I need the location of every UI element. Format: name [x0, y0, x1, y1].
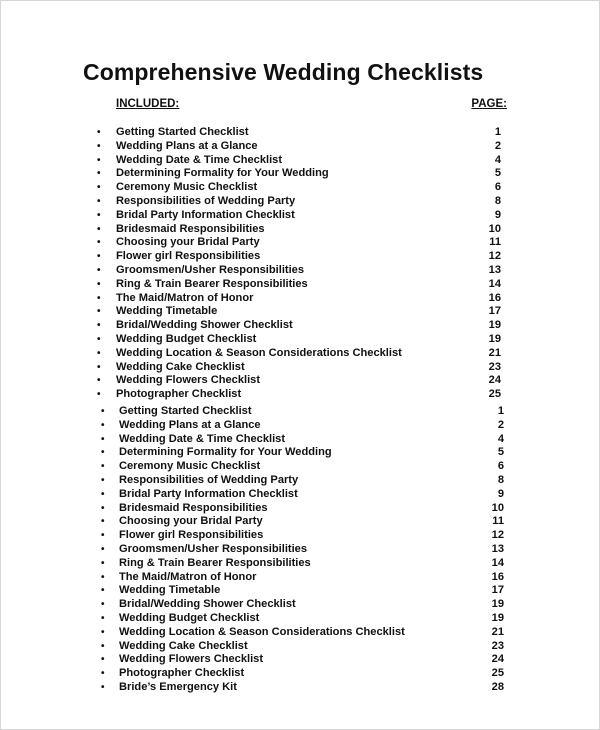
list-item	[1, 223, 600, 237]
list-item	[1, 319, 600, 333]
list-item	[1, 515, 600, 529]
list-item	[1, 626, 600, 640]
list-item	[1, 126, 600, 140]
checklist-title: Ring & Train Bearer Responsibilities	[119, 556, 311, 569]
checklist-title: Determining Formality for Your Wedding	[116, 167, 329, 180]
page-number: 11	[492, 515, 504, 528]
list-item	[1, 405, 600, 419]
list-item	[1, 388, 600, 402]
checklist-title: Choosing your Bridal Party	[119, 515, 263, 528]
checklist-title: Wedding Timetable	[119, 584, 221, 597]
bullet-icon: •	[101, 543, 105, 555]
checklist-title: Wedding Cake Checklist	[116, 360, 245, 373]
bullet-icon: •	[97, 168, 101, 180]
list-item	[1, 140, 600, 154]
page-number: 12	[491, 529, 504, 542]
list-item	[1, 460, 600, 474]
page-number: 12	[488, 250, 501, 263]
checklist-title: Groomsmen/Usher Responsibilities	[116, 263, 305, 276]
list-item	[1, 333, 600, 347]
bullet-icon: •	[97, 375, 101, 387]
list-item	[1, 529, 600, 543]
list-item	[1, 543, 600, 557]
checklist-title: Wedding Cake Checklist	[119, 639, 248, 652]
checklist-title: Wedding Location & Season Considerations Checklist	[116, 346, 402, 359]
list-item	[1, 584, 600, 598]
checklist-title: Bridesmaid Responsibilities	[116, 222, 265, 235]
list-item	[1, 612, 600, 626]
checklist-title: Ring & Train Bearer Responsibilities	[116, 277, 308, 290]
bullet-icon: •	[101, 474, 105, 486]
checklist-title: Wedding Location & Season Considerations Checklist	[119, 625, 405, 638]
list-item	[1, 278, 600, 292]
bullet-icon: •	[97, 320, 101, 332]
list-item	[1, 419, 600, 433]
list-item	[1, 571, 600, 585]
checklist-title: Getting Started Checklist	[116, 126, 249, 138]
bullet-icon: •	[101, 668, 105, 680]
bullet-icon: •	[97, 306, 101, 318]
page-number: 28	[491, 680, 504, 693]
checklist-title: Wedding Date & Time Checklist	[119, 432, 286, 445]
checklist-title: Ceremony Music Checklist	[119, 460, 261, 473]
checklist-title: Flower girl Responsibilities	[116, 250, 261, 263]
checklist-title: Bridesmaid Responsibilities	[119, 501, 268, 514]
bullet-icon: •	[101, 488, 105, 500]
list-item	[1, 209, 600, 223]
checklist-title: Getting Started Checklist	[119, 405, 252, 417]
bullet-icon: •	[101, 406, 105, 417]
page-number: 23	[488, 360, 501, 373]
checklist-title: The Maid/Matron of Honor	[119, 570, 257, 583]
bullet-icon: •	[101, 433, 105, 445]
list-item	[1, 181, 600, 195]
page-number: 1	[494, 126, 501, 138]
document-title: Comprehensive Wedding Checklists	[83, 59, 484, 85]
checklist-title: Wedding Plans at a Glance	[116, 139, 258, 152]
page-number: 21	[491, 625, 504, 638]
bullet-icon: •	[97, 264, 101, 276]
list-item	[1, 236, 600, 250]
page-number: 2	[497, 418, 504, 431]
list-item	[1, 502, 600, 516]
bullet-icon: •	[101, 654, 105, 666]
checklist-title: Bride’s Emergency Kit	[119, 680, 237, 693]
checklist-title: Wedding Plans at a Glance	[119, 418, 261, 431]
bullet-icon: •	[101, 612, 105, 624]
included-column-header: INCLUDED:	[116, 98, 180, 110]
page-number: 21	[488, 346, 501, 359]
page-number: 13	[491, 542, 504, 555]
bullet-icon: •	[97, 333, 101, 345]
checklist-title: Ceremony Music Checklist	[116, 181, 258, 194]
bullet-icon: •	[97, 209, 101, 221]
page-number: 4	[497, 432, 504, 445]
bullet-icon: •	[97, 278, 101, 290]
list-item	[1, 154, 600, 168]
page-number: 23	[491, 639, 504, 652]
list-item	[1, 347, 600, 361]
checklist-title: Wedding Timetable	[116, 305, 218, 318]
checklist-title: Bridal Party Information Checklist	[116, 208, 295, 221]
list-item	[1, 557, 600, 571]
list-item	[1, 488, 600, 502]
bullet-icon: •	[101, 419, 105, 431]
checklist-title: Groomsmen/Usher Responsibilities	[119, 542, 308, 555]
list-item	[1, 598, 600, 612]
page-number: 24	[491, 653, 504, 666]
list-item	[1, 305, 600, 319]
page-number: 17	[491, 584, 504, 597]
page-number: 9	[494, 208, 501, 221]
bullet-icon: •	[97, 154, 101, 166]
page-number: 8	[497, 473, 504, 486]
bullet-icon: •	[97, 237, 101, 249]
bullet-icon: •	[97, 292, 101, 304]
page-number: 19	[488, 332, 501, 345]
bullet-icon: •	[97, 251, 101, 263]
checklist-title: Bridal/Wedding Shower Checklist	[116, 319, 293, 332]
list-item	[1, 195, 600, 209]
bullet-icon: •	[101, 530, 105, 542]
list-item	[1, 474, 600, 488]
checklist-title: Photographer Checklist	[116, 388, 242, 401]
list-item	[1, 433, 600, 447]
page-number: 14	[491, 556, 504, 569]
bullet-icon: •	[97, 361, 101, 373]
checklist-title: Photographer Checklist	[119, 667, 245, 680]
page-number: 5	[497, 446, 504, 459]
checklist-title: Wedding Budget Checklist	[119, 611, 260, 624]
checklist-title: Bridal/Wedding Shower Checklist	[119, 598, 296, 611]
bullet-icon: •	[101, 681, 105, 693]
page-number: 16	[491, 570, 504, 583]
checklist-title: The Maid/Matron of Honor	[116, 291, 254, 304]
page-number: 8	[494, 194, 501, 207]
bullet-icon: •	[97, 347, 101, 359]
checklist-title: Determining Formality for Your Wedding	[119, 446, 332, 459]
page-number: 6	[494, 181, 501, 194]
bullet-icon: •	[101, 516, 105, 528]
checklist-title: Wedding Flowers Checklist	[119, 653, 264, 666]
checklist-title: Bridal Party Information Checklist	[119, 487, 298, 500]
list-item	[1, 653, 600, 667]
page-number: 24	[488, 374, 501, 387]
page-number: 19	[491, 611, 504, 624]
checklist-title: Responsibilities of Wedding Party	[116, 194, 296, 207]
list-item	[1, 361, 600, 375]
list-item	[1, 250, 600, 264]
page-number: 19	[488, 319, 501, 332]
list-item	[1, 667, 600, 681]
list-item	[1, 640, 600, 654]
checklist-title: Flower girl Responsibilities	[119, 529, 264, 542]
bullet-icon: •	[97, 389, 101, 401]
bullet-icon: •	[97, 140, 101, 152]
page-number: 1	[497, 405, 504, 417]
page-number: 25	[488, 388, 501, 401]
bullet-icon: •	[101, 502, 105, 514]
page-number: 9	[497, 487, 504, 500]
bullet-icon: •	[101, 585, 105, 597]
page-number: 4	[494, 153, 501, 166]
checklist-title: Choosing your Bridal Party	[116, 236, 260, 249]
bullet-icon: •	[101, 626, 105, 638]
page-number: 2	[494, 139, 501, 152]
checklist-index-list-repeat	[1, 405, 600, 695]
bullet-icon: •	[101, 599, 105, 611]
page-number: 17	[488, 305, 501, 318]
list-item	[1, 292, 600, 306]
bullet-icon: •	[101, 571, 105, 583]
list-item	[1, 446, 600, 460]
list-item	[1, 264, 600, 278]
list-item	[1, 681, 600, 695]
bullet-icon: •	[97, 223, 101, 235]
bullet-icon: •	[101, 557, 105, 569]
page-number: 16	[488, 291, 501, 304]
list-item	[1, 167, 600, 181]
list-item	[1, 374, 600, 388]
page-number: 25	[491, 667, 504, 680]
page-column-header: PAGE:	[471, 98, 507, 110]
page-number: 10	[491, 501, 504, 514]
bullet-icon: •	[101, 640, 105, 652]
bullet-icon: •	[101, 461, 105, 473]
checklist-title: Wedding Budget Checklist	[116, 332, 257, 345]
checklist-title: Wedding Date & Time Checklist	[116, 153, 283, 166]
page-number: 6	[497, 460, 504, 473]
page-number: 14	[488, 277, 501, 290]
page-number: 10	[488, 222, 501, 235]
bullet-icon: •	[97, 127, 101, 138]
page-number: 11	[489, 236, 501, 249]
page-number: 19	[491, 598, 504, 611]
bullet-icon: •	[97, 182, 101, 194]
checklist-index-list	[1, 126, 600, 402]
checklist-title: Responsibilities of Wedding Party	[119, 473, 299, 486]
bullet-icon: •	[97, 195, 101, 207]
page-number: 5	[494, 167, 501, 180]
page-number: 13	[488, 263, 501, 276]
bullet-icon: •	[101, 447, 105, 459]
checklist-title: Wedding Flowers Checklist	[116, 374, 261, 387]
